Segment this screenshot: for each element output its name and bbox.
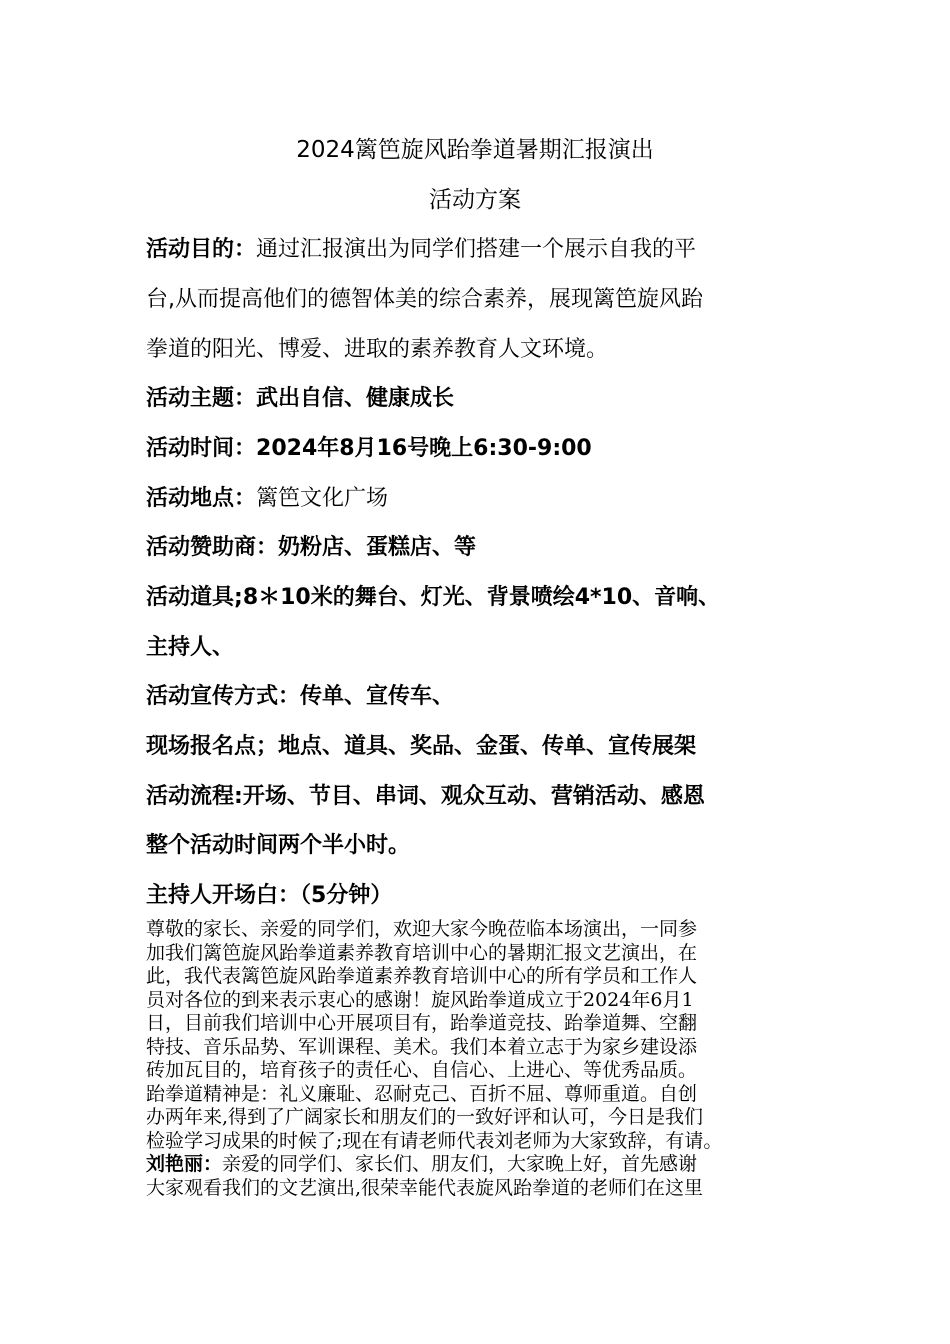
purpose-label: 活动目的： [146, 237, 257, 262]
time-label: 活动时间： [146, 436, 257, 461]
speech-line-10: 检验学习成果的时候了;现在有请老师代表刘老师为大家致辞，有请。 [146, 1129, 723, 1152]
opening-label: 主持人开场白： [146, 883, 301, 908]
speech-line-9: 办两年来,得到了广阔家长和朋友们的一致好评和认可，今日是我们 [146, 1106, 704, 1128]
location-line [146, 486, 816, 512]
promotion-line [146, 684, 816, 710]
speech-line-6: 特技、音乐品势、军训课程、美术。我们本着立志于为家乡建设添 [146, 1035, 698, 1058]
flow-value: 开场、节目、串词、观众互动、营销活动、感恩 [242, 784, 705, 809]
document-subtitle: 活动方案 [429, 187, 521, 213]
flow-label: 活动流程: [146, 784, 243, 809]
props-line [146, 585, 816, 611]
theme-label: 活动主题： [146, 386, 257, 411]
promotion-value: 传单、宣传车、 [300, 684, 455, 709]
speech-line-5: 日，目前我们培训中心开展项目有，跆拳道竞技、跆拳道舞、空翻 [146, 1012, 698, 1034]
signup-line [146, 734, 816, 760]
signup-value: 地点、道具、奖品、金蛋、传单、宣传展架 [278, 734, 697, 759]
theme-line [146, 386, 816, 412]
speech-line-7: 砖加瓦目的，培育孩子的责任心、自信心、上进心、等优秀品质。 [146, 1059, 698, 1081]
purpose-line-2: 台,从而提高他们的德智体美的综合素养，展现篱笆旋风跆 [146, 287, 703, 312]
liu-line-1 [146, 1153, 822, 1177]
sponsors-value: 奶粉店、蛋糕店、等 [278, 535, 477, 560]
time-line [146, 436, 816, 462]
props-line-cont [146, 635, 816, 661]
location-label: 活动地点： [146, 486, 257, 511]
speech-line-8: 跆拳道精神是：礼义廉耻、忍耐克己、百折不屈、尊师重道。自创 [146, 1082, 698, 1105]
speech-line-3: 此，我代表篱笆旋风跆拳道素养教育培训中心的所有学员和工作人 [146, 965, 698, 987]
purpose-line-3: 拳道的阳光、博爱、进取的素养教育人文环境。 [146, 337, 609, 362]
opening-value: （5分钟） [300, 883, 393, 908]
speech-line-1: 尊敬的家长、亲爱的同学们，欢迎大家今晚莅临本场演出，一同参 [146, 918, 698, 940]
speech-line-4: 员对各位的到来表示衷心的感谢！旋风跆拳道成立于2024年6月1 [146, 988, 694, 1011]
liu-line-2: 大家观看我们的文艺演出,很荣幸能代表旋风跆拳道的老师们在这里 [146, 1176, 704, 1199]
purpose-text-1: 通过汇报演出为同学们搭建一个展示自我的平 [256, 237, 697, 262]
document-title: 2024篱笆旋风跆拳道暑期汇报演出 [296, 137, 654, 163]
flow-line [146, 784, 816, 810]
time-value: 2024年8月16号晚上6:30-9:00 [256, 436, 592, 461]
props-label: 活动道具; [146, 585, 243, 610]
signup-label: 现场报名点； [146, 734, 279, 759]
props-value: 8＊10米的舞台、灯光、背景喷绘4*10、音响、 [242, 585, 721, 610]
theme-value: 武出自信、健康成长 [256, 386, 455, 411]
promotion-label: 活动宣传方式： [146, 684, 301, 709]
opening-line [146, 883, 816, 909]
liu-text-1: 亲爱的同学们、家长们、朋友们，大家晚上好，首先感谢 [222, 1153, 698, 1175]
props-cont: 主持人、 [146, 635, 235, 660]
location-value: 篱笆文化广场 [256, 486, 389, 511]
speech-line-2: 加我们篱笆旋风跆拳道素养教育培训中心的暑期汇报文艺演出，在 [146, 941, 698, 964]
liu-label: 刘艳丽： [146, 1153, 223, 1175]
duration-line [146, 833, 816, 859]
sponsors-line [146, 535, 816, 561]
purpose-line-1 [146, 237, 816, 263]
duration-text: 整个活动时间两个半小时。 [146, 833, 411, 858]
sponsors-label: 活动赞助商： [146, 535, 279, 560]
